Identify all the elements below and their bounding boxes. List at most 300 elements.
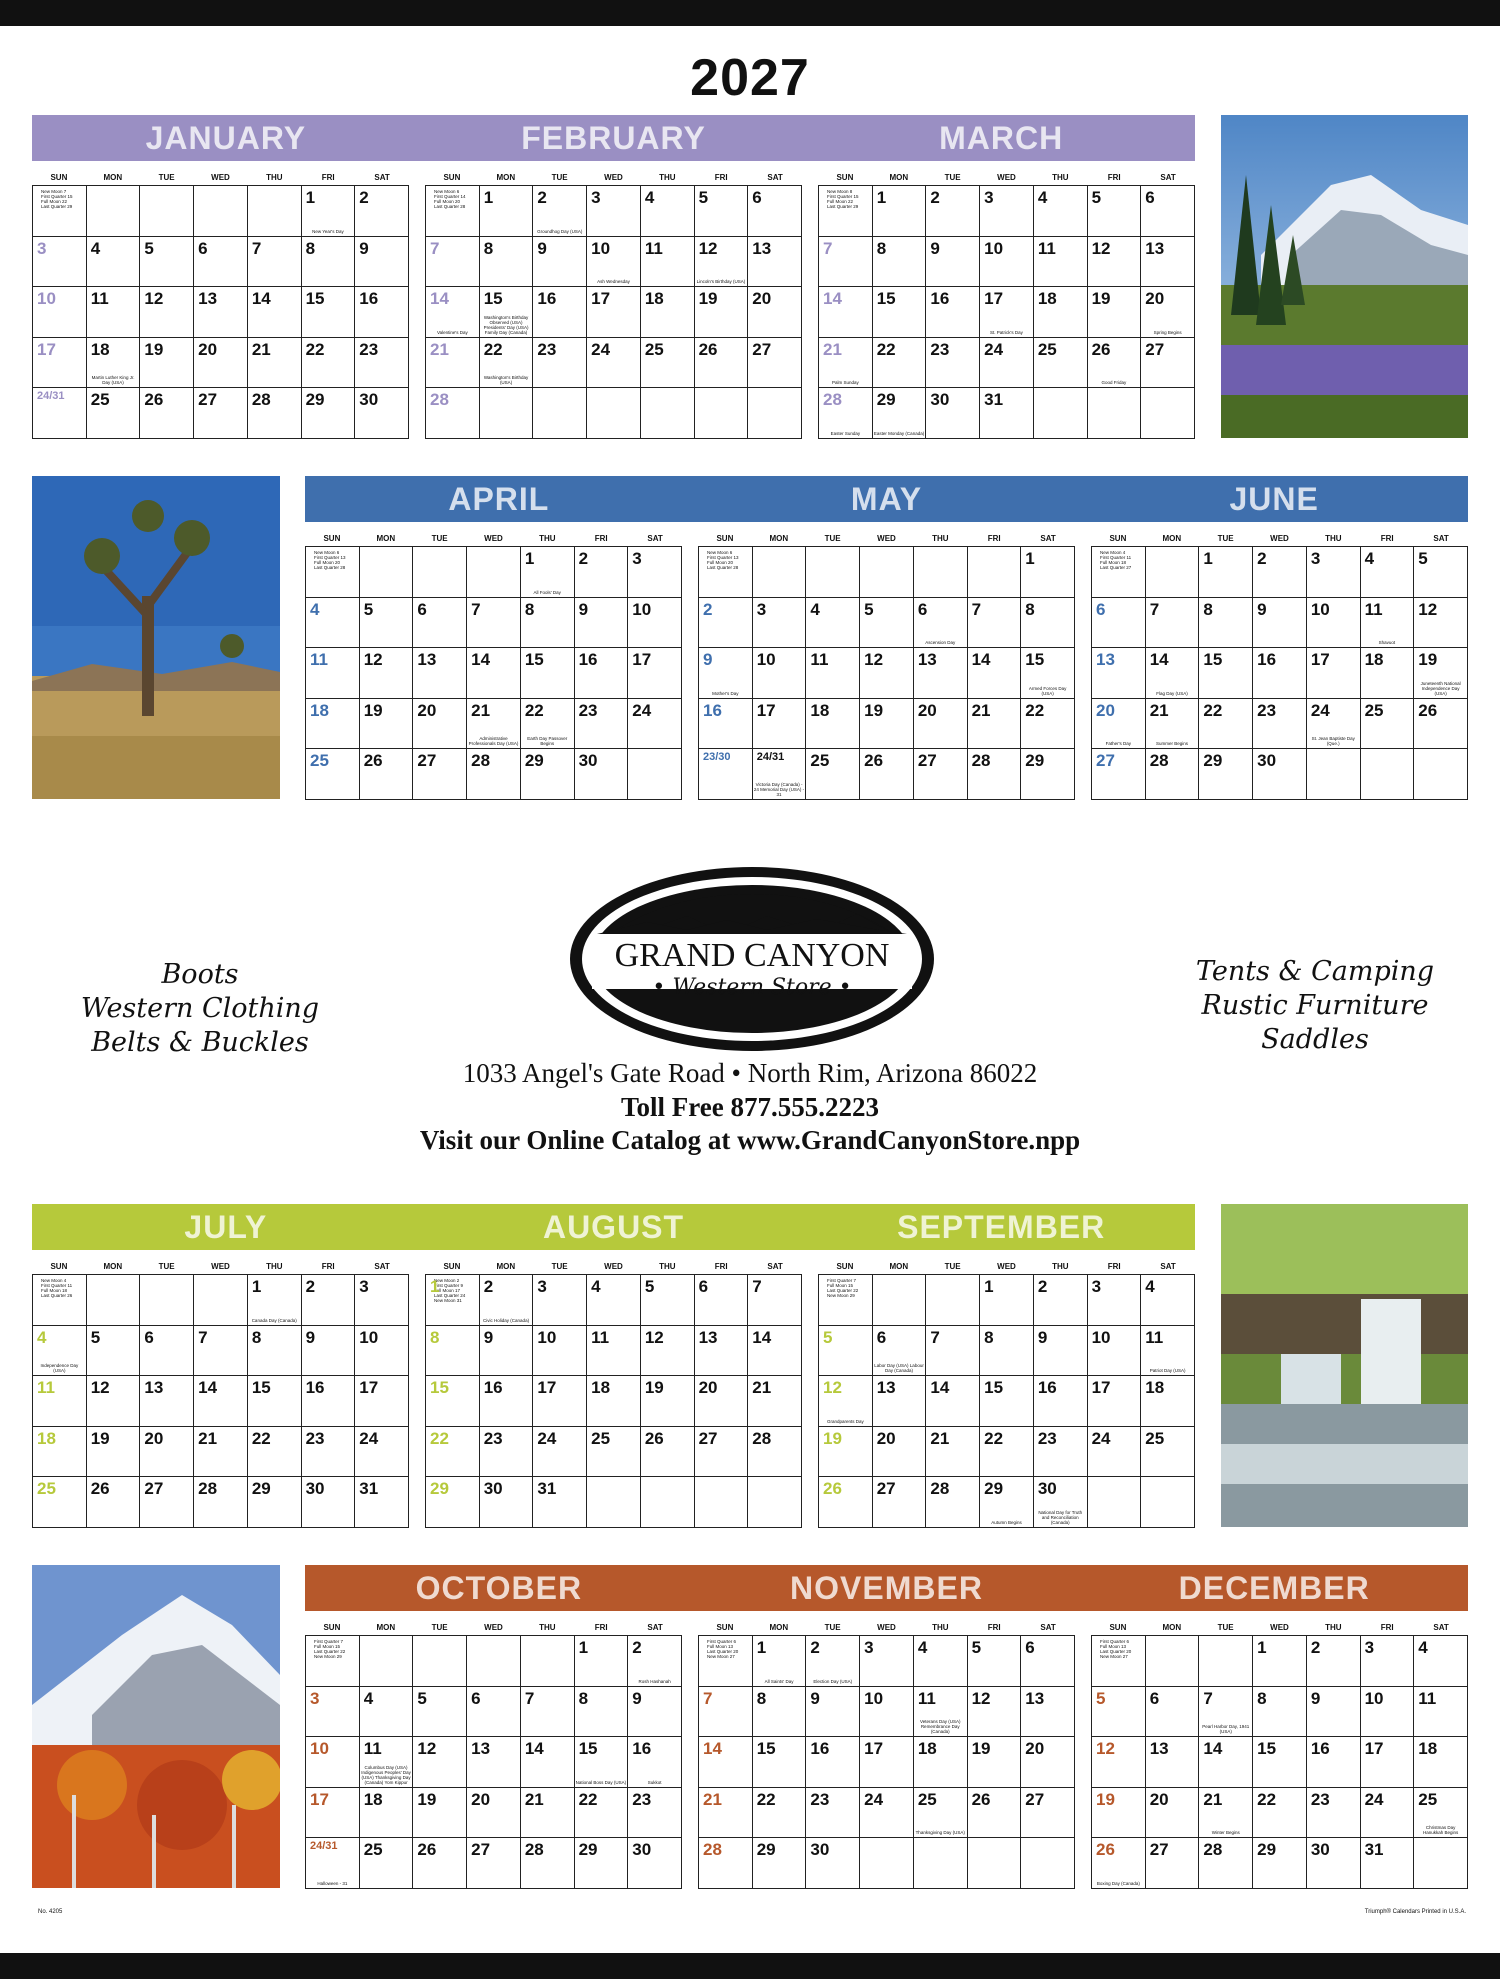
day-number: 16 bbox=[537, 289, 557, 308]
day-cell bbox=[587, 1275, 641, 1326]
logo-line1: GRAND CANYON bbox=[614, 937, 890, 974]
day-cell bbox=[480, 338, 534, 389]
q4-band bbox=[305, 1565, 1468, 1611]
day-cell bbox=[467, 1737, 521, 1788]
day-number: 12 bbox=[864, 650, 884, 669]
day-number: 8 bbox=[430, 1327, 440, 1347]
day-number: 17 bbox=[756, 700, 776, 720]
day-cell bbox=[1141, 237, 1195, 288]
weekday-label: SAT bbox=[1160, 173, 1176, 182]
day-number: 8 bbox=[524, 599, 535, 619]
day-number: 7 bbox=[752, 1277, 762, 1296]
day-cell bbox=[1199, 699, 1253, 750]
weekday-label: SAT bbox=[374, 1262, 390, 1271]
day-number: 29 bbox=[876, 390, 896, 409]
day-cell bbox=[467, 1636, 521, 1687]
weekday-label: SUN bbox=[50, 1262, 68, 1271]
day-number: 9 bbox=[537, 238, 547, 258]
day-number: 18 bbox=[90, 339, 110, 359]
day-cell bbox=[248, 1376, 302, 1427]
day-number: 20 bbox=[752, 289, 772, 308]
day-cell bbox=[355, 287, 409, 338]
day-cell bbox=[1021, 1788, 1075, 1839]
day-number: 25 bbox=[363, 1840, 383, 1859]
day-number: 30 bbox=[1310, 1840, 1330, 1859]
day-number: 17 bbox=[864, 1739, 884, 1758]
day-number: 2 bbox=[1257, 549, 1267, 568]
weekday-label: TUE bbox=[431, 534, 448, 543]
day-cell bbox=[914, 1636, 968, 1687]
holiday-note: Pearl Harbor Day, 1941 (USA) bbox=[1202, 1724, 1250, 1734]
day-cell bbox=[753, 648, 807, 699]
day-number: 15 bbox=[251, 1378, 271, 1397]
day-number: 2 bbox=[537, 188, 547, 207]
day-cell bbox=[355, 338, 409, 389]
day-number: 28 bbox=[930, 1479, 950, 1498]
day-number: 5 bbox=[1096, 1688, 1106, 1708]
holiday-note: Valentine's Day bbox=[436, 329, 468, 335]
day-number: 19 bbox=[90, 1428, 110, 1448]
day-number: 30 bbox=[810, 1840, 830, 1859]
day-cell bbox=[926, 1275, 980, 1326]
day-number: 10 bbox=[1091, 1327, 1111, 1347]
day-cell bbox=[306, 699, 360, 750]
day-number: 9 bbox=[1257, 599, 1267, 619]
day-cell bbox=[699, 1636, 753, 1687]
day-cell bbox=[1088, 338, 1142, 389]
day-grid bbox=[305, 546, 682, 800]
store-address: 1033 Angel's Gate Road • North Rim, Arizona 86022 bbox=[462, 1058, 1038, 1088]
day-number: 16 bbox=[1037, 1378, 1057, 1397]
day-cell bbox=[1021, 547, 1075, 598]
holiday-note: Summer Begins bbox=[1156, 741, 1189, 746]
day-number: 27 bbox=[417, 751, 437, 770]
day-cell bbox=[926, 1427, 980, 1478]
day-number: 30 bbox=[483, 1479, 503, 1498]
weekday-label: WED bbox=[604, 173, 623, 182]
holiday-note: Groundhog Day (USA) bbox=[537, 228, 583, 234]
holiday-note: Lincoln's Birthday (USA) bbox=[696, 279, 746, 284]
day-cell bbox=[1021, 1687, 1075, 1738]
day-number: 19 bbox=[864, 700, 884, 720]
day-cell bbox=[1088, 1326, 1142, 1377]
day-cell bbox=[748, 1275, 802, 1326]
day-number: 27 bbox=[471, 1840, 491, 1859]
day-cell bbox=[194, 287, 248, 338]
day-number: 1 bbox=[876, 188, 887, 207]
day-number: 2 bbox=[703, 599, 713, 619]
day-number: 25 bbox=[1037, 339, 1057, 359]
holiday-note: Autumn Begins bbox=[991, 1519, 1022, 1525]
day-number: 21 bbox=[752, 1378, 772, 1397]
day-cell bbox=[1141, 338, 1195, 389]
day-cell bbox=[467, 749, 521, 800]
weekday-label: MON bbox=[889, 173, 909, 182]
day-number: 6 bbox=[198, 238, 208, 258]
day-number: 18 bbox=[1145, 1378, 1165, 1397]
day-number: 10 bbox=[591, 238, 611, 258]
day-cell bbox=[1146, 699, 1200, 750]
day-number: 21 bbox=[471, 700, 491, 720]
day-number: 1 bbox=[984, 1277, 994, 1296]
day-cell bbox=[1253, 1838, 1307, 1889]
day-cell bbox=[753, 1838, 807, 1889]
day-grid bbox=[698, 1635, 1075, 1889]
day-cell bbox=[1021, 749, 1075, 800]
day-cell bbox=[575, 1788, 629, 1839]
day-cell bbox=[1307, 1687, 1361, 1738]
weekday-label: MON bbox=[376, 1623, 396, 1632]
day-cell bbox=[914, 699, 968, 750]
day-cell bbox=[1361, 1838, 1415, 1889]
day-number: 12 bbox=[823, 1378, 842, 1397]
day-cell bbox=[1253, 699, 1307, 750]
day-number: 8 bbox=[756, 1688, 767, 1708]
day-grid bbox=[425, 1274, 802, 1528]
day-number: 1 bbox=[756, 1638, 767, 1657]
day-cell bbox=[575, 699, 629, 750]
day-cell bbox=[1199, 648, 1253, 699]
day-number: 30 bbox=[632, 1840, 652, 1859]
day-cell bbox=[194, 1427, 248, 1478]
day-number: 20 bbox=[198, 339, 218, 359]
day-number: 17 bbox=[1091, 1378, 1111, 1397]
holiday-note: Victoria Day (Canada) - 24 Memorial Day (USA) - 31 bbox=[753, 781, 805, 797]
holiday-note: Independence Day (USA) bbox=[40, 1363, 79, 1373]
day-cell bbox=[873, 237, 927, 288]
day-number: 18 bbox=[591, 1378, 611, 1397]
day-number: 24 bbox=[984, 339, 1004, 359]
day-number: 13 bbox=[752, 238, 772, 258]
day-cell bbox=[1021, 699, 1075, 750]
day-number: 8 bbox=[305, 238, 316, 258]
day-cell bbox=[968, 699, 1022, 750]
day-cell bbox=[480, 388, 534, 439]
day-cell bbox=[873, 1326, 927, 1377]
day-number: 18 bbox=[363, 1789, 383, 1809]
day-cell bbox=[753, 1737, 807, 1788]
day-cell bbox=[302, 388, 356, 439]
day-cell bbox=[413, 1737, 467, 1788]
day-cell bbox=[355, 388, 409, 439]
day-cell bbox=[87, 388, 141, 439]
day-cell bbox=[1141, 186, 1195, 237]
day-number: 24 bbox=[1091, 1428, 1111, 1448]
day-cell bbox=[699, 1737, 753, 1788]
day-number: 21 bbox=[1203, 1789, 1223, 1809]
weekday-label: FRI bbox=[1380, 534, 1394, 543]
day-number: 9 bbox=[1310, 1688, 1321, 1708]
day-number: 6 bbox=[917, 599, 928, 619]
day-number: 15 bbox=[756, 1739, 776, 1758]
day-cell bbox=[819, 338, 873, 389]
day-cell bbox=[533, 1275, 587, 1326]
day-number: 10 bbox=[359, 1327, 379, 1347]
day-cell bbox=[1088, 287, 1142, 338]
day-cell bbox=[140, 1477, 194, 1528]
day-number: 19 bbox=[1091, 289, 1111, 308]
day-cell bbox=[533, 237, 587, 288]
day-cell bbox=[1141, 1326, 1195, 1377]
day-cell bbox=[1141, 287, 1195, 338]
day-cell bbox=[480, 1376, 534, 1427]
day-cell bbox=[968, 547, 1022, 598]
day-cell bbox=[521, 648, 575, 699]
day-number: 14 bbox=[971, 650, 991, 669]
weekday-label: SAT bbox=[1433, 1623, 1449, 1632]
day-number: 18 bbox=[1037, 289, 1057, 308]
day-cell bbox=[426, 287, 480, 338]
day-cell bbox=[1088, 186, 1142, 237]
weekday-label: MON bbox=[769, 1623, 789, 1632]
weekday-label: FRI bbox=[714, 173, 728, 182]
holiday-note: Easter Sunday bbox=[830, 430, 861, 436]
day-number: 1 bbox=[483, 188, 494, 207]
day-cell bbox=[1141, 388, 1195, 439]
day-grid bbox=[1091, 1635, 1468, 1889]
day-cell bbox=[980, 388, 1034, 439]
day-number: 27 bbox=[198, 390, 218, 409]
day-cell bbox=[926, 388, 980, 439]
weekday-label: FRI bbox=[987, 534, 1001, 543]
day-cell bbox=[140, 1326, 194, 1377]
day-cell bbox=[1307, 749, 1361, 800]
weekday-label: SAT bbox=[647, 1623, 663, 1632]
weekday-label: SUN bbox=[1109, 1623, 1127, 1632]
day-number: 26 bbox=[971, 1789, 991, 1809]
day-cell bbox=[806, 648, 860, 699]
day-number: 28 bbox=[1149, 751, 1169, 770]
day-number: 12 bbox=[698, 238, 718, 258]
day-number: 13 bbox=[198, 289, 218, 308]
day-number: 12 bbox=[644, 1327, 664, 1347]
holiday-note: Washington's Birthday Observed (USA) Presidents' Day (USA) Family Day (Canada) bbox=[483, 314, 529, 335]
day-number: 22 bbox=[876, 339, 896, 359]
day-cell bbox=[926, 1376, 980, 1427]
day-cell bbox=[302, 287, 356, 338]
day-number: 22 bbox=[524, 700, 544, 720]
day-cell bbox=[1021, 648, 1075, 699]
day-cell bbox=[575, 648, 629, 699]
day-cell bbox=[806, 547, 860, 598]
weekday-label: WED bbox=[877, 534, 896, 543]
weekday-label: FRI bbox=[1107, 1262, 1121, 1271]
day-cell bbox=[695, 338, 749, 389]
day-cell bbox=[1414, 1687, 1468, 1738]
day-number: 6 bbox=[876, 1327, 887, 1347]
day-number: 15 bbox=[305, 289, 325, 308]
day-grid bbox=[32, 185, 409, 439]
day-number: 26 bbox=[698, 339, 718, 359]
day-number: 5 bbox=[644, 1277, 655, 1296]
day-cell bbox=[1253, 1636, 1307, 1687]
day-number: 31 bbox=[537, 1479, 557, 1498]
day-cell bbox=[1146, 749, 1200, 800]
day-cell bbox=[628, 699, 682, 750]
day-cell bbox=[926, 186, 980, 237]
day-number: 1 bbox=[251, 1277, 262, 1296]
day-number: 8 bbox=[578, 1688, 589, 1708]
day-cell bbox=[194, 1477, 248, 1528]
weekday-label: MON bbox=[103, 1262, 123, 1271]
day-cell bbox=[587, 388, 641, 439]
day-number: 8 bbox=[876, 238, 887, 258]
day-grid bbox=[818, 1274, 1195, 1528]
weekday-label: MON bbox=[376, 534, 396, 543]
day-number: 27 bbox=[144, 1479, 164, 1498]
day-number: 17 bbox=[632, 650, 652, 669]
promo-item: Boots bbox=[161, 959, 239, 990]
weekday-label: TUE bbox=[824, 534, 841, 543]
day-number: 4 bbox=[810, 599, 820, 619]
day-number: 13 bbox=[1096, 650, 1115, 669]
day-number: 9 bbox=[578, 599, 589, 619]
day-cell bbox=[699, 1687, 753, 1738]
weekday-label: FRI bbox=[594, 534, 608, 543]
day-cell bbox=[1199, 598, 1253, 649]
weekday-label: THU bbox=[1052, 173, 1069, 182]
day-cell bbox=[1146, 1788, 1200, 1839]
holiday-note: New Year's Day bbox=[312, 228, 344, 234]
day-number: 11 bbox=[363, 1739, 382, 1758]
day-number: 26 bbox=[363, 751, 383, 770]
day-cell bbox=[860, 699, 914, 750]
day-number: 11 bbox=[810, 650, 829, 669]
day-number: 23 bbox=[578, 700, 598, 720]
day-cell bbox=[426, 186, 480, 237]
day-cell bbox=[641, 237, 695, 288]
day-cell bbox=[1307, 547, 1361, 598]
day-number: 22 bbox=[756, 1789, 776, 1809]
day-cell bbox=[748, 186, 802, 237]
day-cell bbox=[628, 1838, 682, 1889]
day-cell bbox=[575, 547, 629, 598]
day-cell bbox=[87, 237, 141, 288]
day-cell bbox=[533, 1376, 587, 1427]
day-number: 15 bbox=[524, 650, 544, 669]
day-cell bbox=[521, 1838, 575, 1889]
day-number: 6 bbox=[1096, 599, 1106, 619]
day-cell bbox=[699, 699, 753, 750]
day-number: 22 bbox=[1257, 1789, 1277, 1809]
day-cell bbox=[575, 1687, 629, 1738]
day-number: 27 bbox=[876, 1479, 896, 1498]
day-number: 17 bbox=[1364, 1739, 1384, 1758]
day-cell bbox=[1414, 1737, 1468, 1788]
day-number: 9 bbox=[930, 238, 940, 258]
day-cell bbox=[87, 1427, 141, 1478]
day-number: 23 bbox=[632, 1789, 652, 1809]
day-cell bbox=[1253, 1737, 1307, 1788]
day-cell bbox=[480, 1477, 534, 1528]
q3-band bbox=[32, 1204, 1195, 1250]
day-cell bbox=[1414, 598, 1468, 649]
day-cell bbox=[360, 1737, 414, 1788]
day-cell bbox=[306, 648, 360, 699]
month-title: JANUARY bbox=[145, 120, 307, 156]
weekday-label: FRI bbox=[594, 1623, 608, 1632]
day-cell bbox=[968, 1838, 1022, 1889]
day-cell bbox=[413, 1636, 467, 1687]
day-cell bbox=[1088, 1275, 1142, 1326]
moon-phases: First Quarter 6 Full Moon 13 Last Quarter 20 New Moon 27 bbox=[1100, 1639, 1132, 1659]
day-cell bbox=[819, 237, 873, 288]
day-cell bbox=[140, 237, 194, 288]
day-number: 24 bbox=[591, 339, 611, 359]
day-cell bbox=[521, 1687, 575, 1738]
weekday-label: SUN bbox=[1109, 534, 1127, 543]
weekday-label: MON bbox=[496, 173, 516, 182]
day-cell bbox=[87, 1326, 141, 1377]
day-cell bbox=[360, 1636, 414, 1687]
month-grid-december bbox=[1091, 1620, 1468, 1889]
day-number: 7 bbox=[430, 238, 440, 258]
day-number: 5 bbox=[363, 599, 374, 619]
weekday-label: SAT bbox=[1160, 1262, 1176, 1271]
month-grid-november bbox=[698, 1620, 1075, 1889]
day-cell bbox=[413, 1838, 467, 1889]
day-number: 14 bbox=[752, 1327, 772, 1347]
day-number: 29 bbox=[984, 1479, 1004, 1498]
day-cell bbox=[1361, 1737, 1415, 1788]
day-cell bbox=[1307, 598, 1361, 649]
day-number: 18 bbox=[644, 289, 664, 308]
day-cell bbox=[587, 186, 641, 237]
day-number: 7 bbox=[1149, 599, 1160, 619]
day-cell bbox=[1199, 1838, 1253, 1889]
day-cell bbox=[302, 1326, 356, 1377]
day-number: 23 bbox=[359, 339, 379, 359]
day-cell bbox=[926, 338, 980, 389]
day-cell bbox=[641, 287, 695, 338]
day-cell bbox=[140, 186, 194, 237]
day-number: 21 bbox=[823, 339, 842, 359]
month-title: NOVEMBER bbox=[790, 1570, 983, 1606]
day-number: 11 bbox=[1145, 1327, 1164, 1347]
day-number: 17 bbox=[310, 1789, 329, 1809]
day-number: 26 bbox=[1096, 1840, 1115, 1859]
day-number: 2 bbox=[930, 188, 940, 207]
day-number: 6 bbox=[144, 1327, 154, 1347]
day-cell bbox=[360, 699, 414, 750]
day-cell bbox=[628, 547, 682, 598]
day-cell bbox=[1414, 749, 1468, 800]
weekday-label: SAT bbox=[374, 173, 390, 182]
day-number: 3 bbox=[359, 1277, 369, 1296]
day-number: 26 bbox=[1091, 339, 1111, 359]
day-cell bbox=[306, 1737, 360, 1788]
day-cell bbox=[1092, 1687, 1146, 1738]
day-cell bbox=[860, 749, 914, 800]
day-number: 9 bbox=[810, 1688, 820, 1708]
day-number: 16 bbox=[305, 1378, 325, 1397]
day-number: 18 bbox=[1364, 650, 1384, 669]
day-cell bbox=[33, 186, 87, 237]
day-number: 8 bbox=[483, 238, 494, 258]
day-cell bbox=[360, 598, 414, 649]
day-number: 24/31 bbox=[37, 390, 65, 402]
day-number: 15 bbox=[578, 1739, 598, 1758]
day-number: 9 bbox=[359, 238, 369, 258]
day-cell bbox=[413, 648, 467, 699]
day-number: 20 bbox=[144, 1428, 164, 1448]
day-cell bbox=[480, 1427, 534, 1478]
day-number: 31 bbox=[984, 390, 1004, 409]
day-number: 6 bbox=[1025, 1638, 1035, 1657]
day-number: 14 bbox=[471, 650, 491, 669]
day-number: 28 bbox=[703, 1840, 722, 1859]
weekday-label: THU bbox=[266, 1262, 283, 1271]
